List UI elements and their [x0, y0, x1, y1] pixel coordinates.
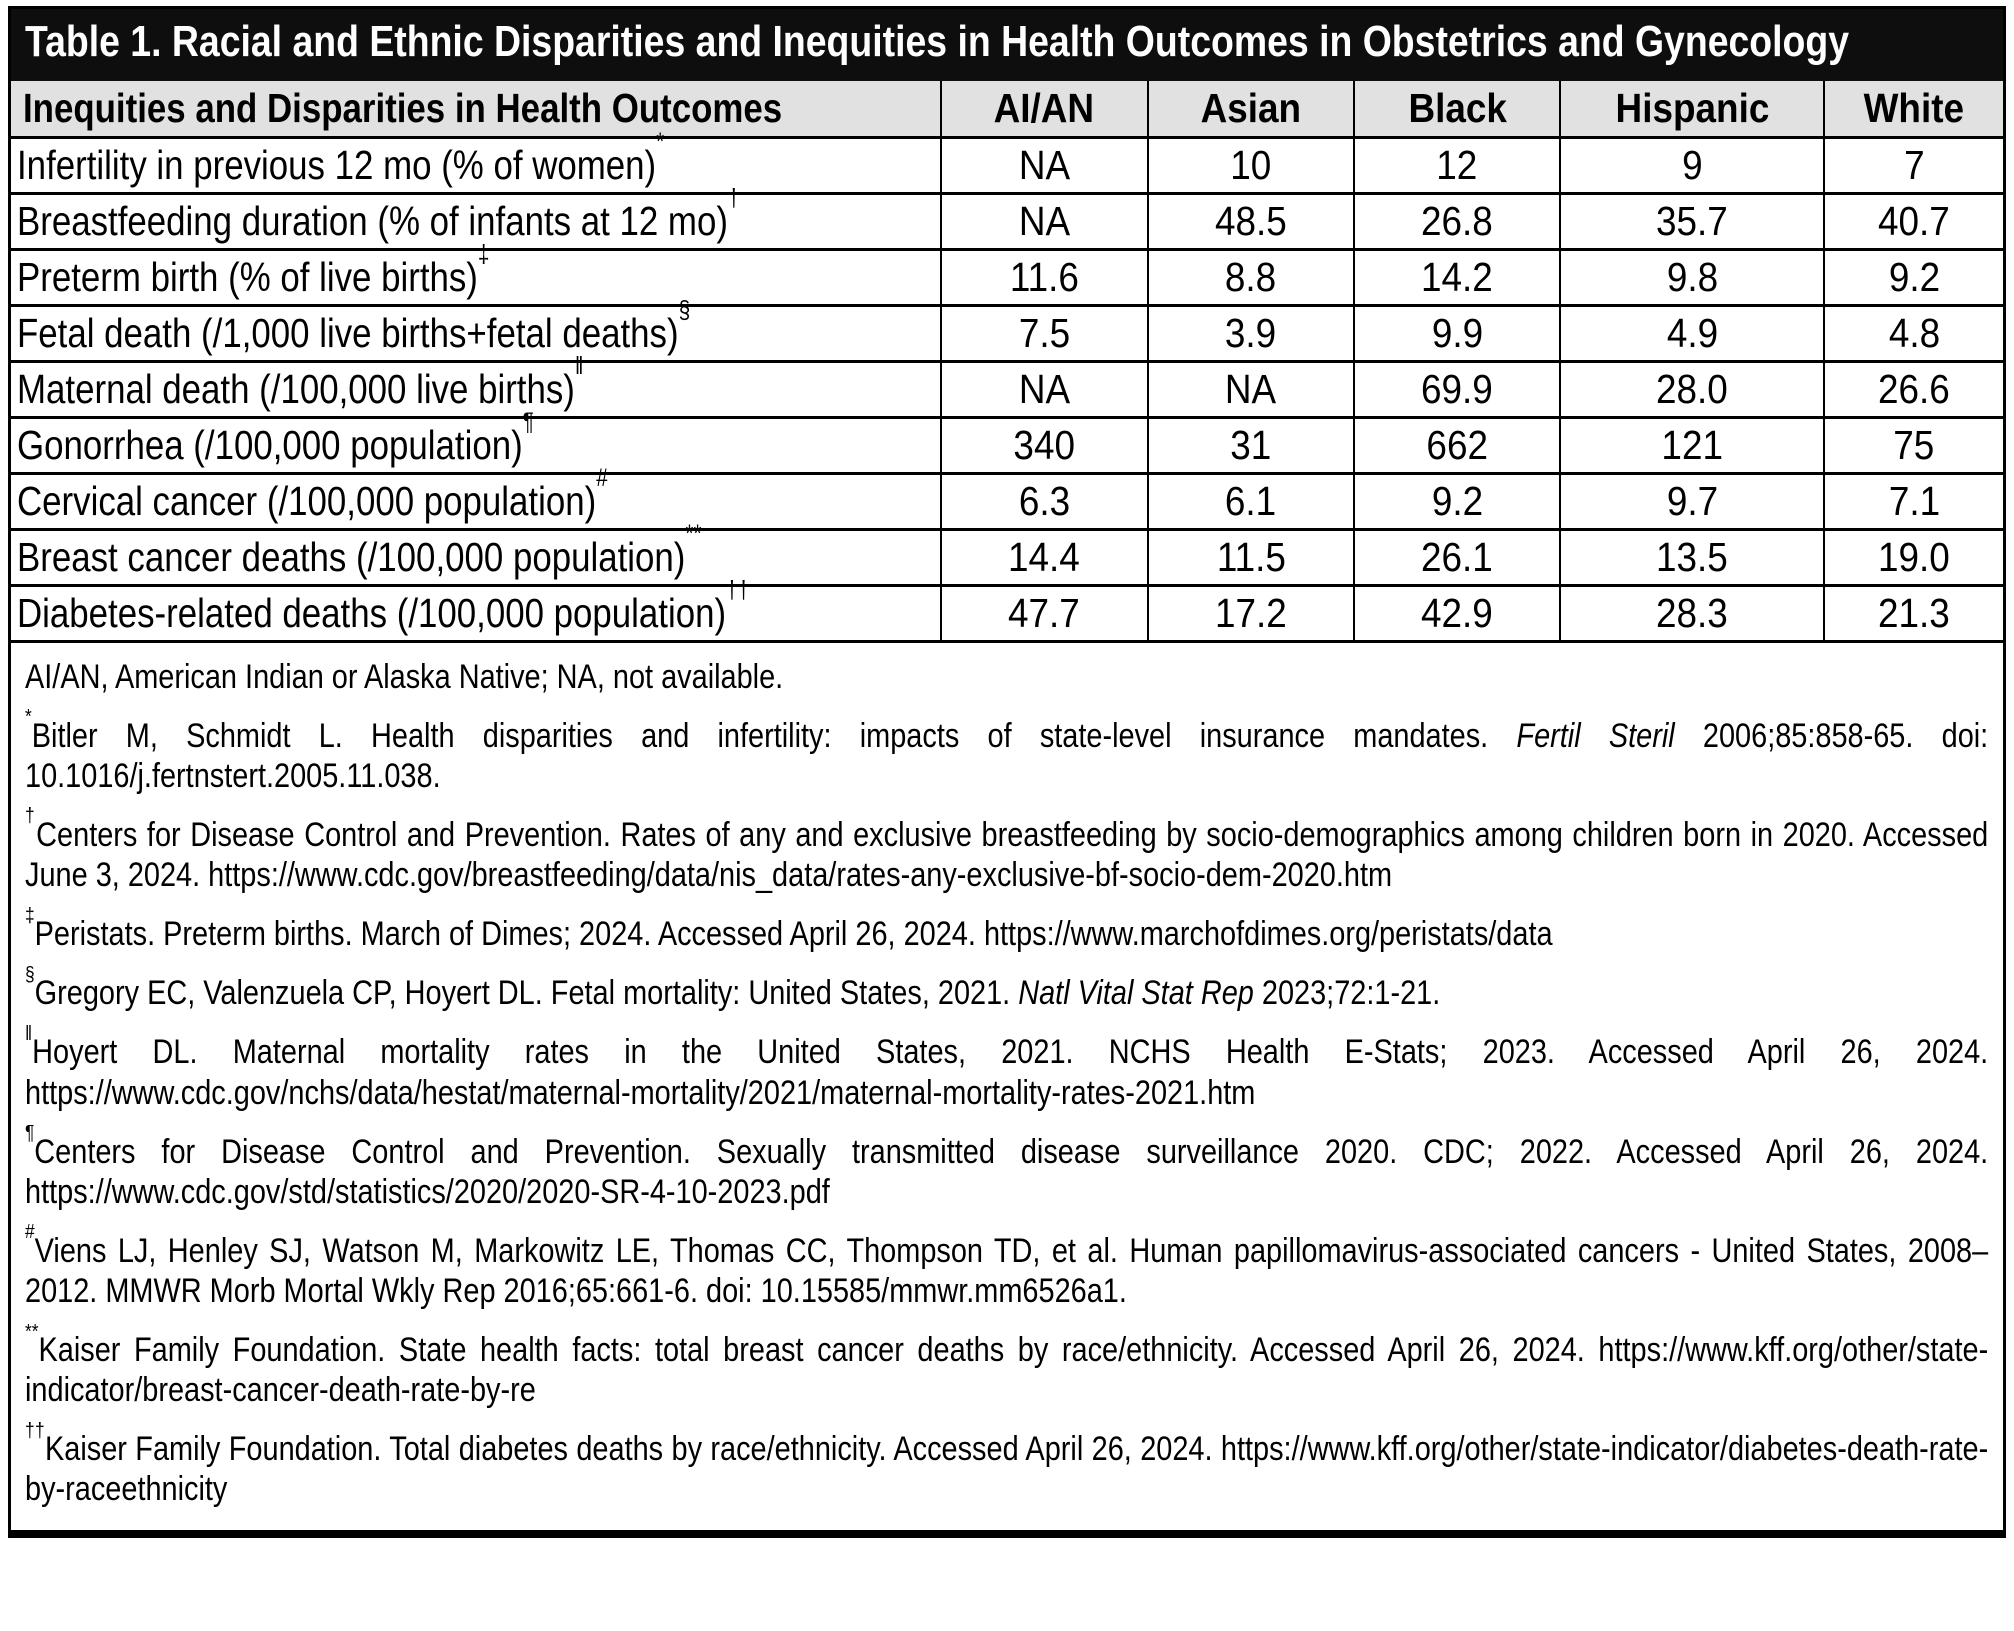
footnote-marker: ** — [25, 1320, 39, 1343]
footnote-marker: # — [25, 1221, 35, 1244]
table-title-bar — [11, 9, 2003, 81]
footnote-text: Centers for Disease Control and Prevention. Sexually transmitted disease surveillance 2020. CDC; 2022. Accessed April 26, 2024. https://www.cdc.gov/std/statistics/2020/2020-SR-4-10-2023.pdf — [25, 1132, 1989, 1211]
footnote-marker: †† — [25, 1419, 45, 1442]
value-cell: 11.5 — [1148, 529, 1355, 585]
column-header-outcomes: Inequities and Disparities in Health Outcomes — [11, 81, 941, 137]
row-label: Fetal death (/1,000 live births+fetal deaths)§ — [11, 305, 941, 361]
footnote-text: Gregory EC, Valenzuela CP, Hoyert DL. Fetal mortality: United States, 2021. — [34, 974, 1019, 1013]
value-cell: 26.1 — [1354, 529, 1560, 585]
table-row — [11, 249, 2003, 305]
value-cell: 9.2 — [1354, 473, 1560, 529]
value-cell: NA — [1148, 361, 1355, 417]
footnote — [25, 1320, 1989, 1410]
footnote — [25, 1122, 1989, 1212]
value-cell: 4.9 — [1560, 305, 1824, 361]
journal-name: Fertil Steril — [1516, 716, 1675, 755]
table-row — [11, 417, 2003, 473]
row-label: Breastfeeding duration (% of infants at 12 mo)† — [11, 193, 941, 249]
value-cell: NA — [941, 137, 1148, 193]
document-table — [8, 6, 2006, 1538]
value-cell: 7.5 — [941, 305, 1148, 361]
table-row — [11, 193, 2003, 249]
value-cell: 7 — [1824, 137, 2003, 193]
footnote-text: Bitler M, Schmidt L. Health disparities and infertility: impacts of state-level insurance mandates. — [31, 716, 1517, 755]
value-cell: 662 — [1354, 417, 1560, 473]
value-cell: 9.8 — [1560, 249, 1824, 305]
row-label: Gonorrhea (/100,000 population)¶ — [11, 417, 941, 473]
row-label: Infertility in previous 12 mo (% of women)* — [11, 137, 941, 193]
footnote-marker: ¶ — [25, 1122, 35, 1145]
abbreviation-note: AI/AN, American Indian or Alaska Native; NA, not available. — [25, 657, 784, 696]
footnote-text: 2006;85:858-65. doi: 10.1016/j.fertnstert.2005.11.038. — [25, 716, 1989, 795]
journal-name: Natl Vital Stat Rep — [1018, 974, 1254, 1013]
table-row — [11, 473, 2003, 529]
value-cell: 35.7 — [1560, 193, 1824, 249]
footnote-marker: # — [596, 465, 608, 493]
footnote-text: 2023;72:1-21. — [1253, 974, 1441, 1013]
value-cell: 14.4 — [941, 529, 1148, 585]
value-cell: 17.2 — [1148, 585, 1355, 641]
table-row — [11, 361, 2003, 417]
footnote — [25, 1022, 1989, 1112]
column-header-asian: Asian — [1148, 81, 1355, 137]
footnote — [25, 706, 1989, 796]
column-header-black: Black — [1354, 81, 1560, 137]
value-cell: 28.3 — [1560, 585, 1824, 641]
value-cell: 21.3 — [1824, 585, 2003, 641]
value-cell: 10 — [1148, 137, 1355, 193]
value-cell: 48.5 — [1148, 193, 1355, 249]
footnote-marker: § — [678, 297, 691, 325]
footnote-marker: ‡ — [25, 904, 35, 927]
footnote-marker: †† — [726, 577, 750, 605]
row-label: Preterm birth (% of live births)‡ — [11, 249, 941, 305]
value-cell: 40.7 — [1824, 193, 2003, 249]
value-cell: 6.1 — [1148, 473, 1355, 529]
footnote — [25, 963, 1989, 1013]
column-header-white: White — [1824, 81, 2003, 137]
footnote — [25, 1419, 1989, 1509]
value-cell: 31 — [1148, 417, 1355, 473]
value-cell: 9.9 — [1354, 305, 1560, 361]
value-cell: 14.2 — [1354, 249, 1560, 305]
value-cell: 6.3 — [941, 473, 1148, 529]
footnote-marker: ‖ — [574, 353, 584, 381]
value-cell: 13.5 — [1560, 529, 1824, 585]
footnote-text: Centers for Disease Control and Prevention. Rates of any and exclusive breastfeeding by socio-demographics among children born in 2020. Accessed June 3, 2024. https://www.cdc.gov/breastfeeding/data/nis_data/rates-any-exclusive-bf-socio-dem-2020.htm — [25, 815, 1989, 895]
value-cell: 9 — [1560, 137, 1824, 193]
value-cell: 340 — [941, 417, 1148, 473]
value-cell: NA — [941, 361, 1148, 417]
value-cell: 121 — [1560, 417, 1824, 473]
value-cell: 19.0 — [1824, 529, 2003, 585]
footnote-marker: ‖ — [25, 1022, 33, 1045]
row-label: Breast cancer deaths (/100,000 population)** — [11, 529, 941, 585]
header-row — [11, 81, 2003, 137]
footnote-marker: * — [656, 129, 665, 157]
footnote-marker: † — [727, 185, 740, 213]
value-cell: 42.9 — [1354, 585, 1560, 641]
footnote-marker: § — [25, 963, 35, 986]
value-cell: 12 — [1354, 137, 1560, 193]
value-cell: 9.2 — [1824, 249, 2003, 305]
column-header-aian: AI/AN — [941, 81, 1148, 137]
footnote-text: Kaiser Family Foundation. Total diabetes deaths by race/ethnicity. Accessed April 26, 2024. https://www.kff.org/other/state-indicator/diabetes-death-rate-by-raceethnicity — [25, 1430, 1989, 1509]
footnote — [25, 805, 1989, 895]
footnotes-section — [11, 643, 2003, 1530]
table-title: Table 1. Racial and Ethnic Disparities and Inequities in Health Outcomes in Obstetrics and Gynecology — [25, 17, 1850, 66]
value-cell: 8.8 — [1148, 249, 1355, 305]
footnote-marker: † — [25, 805, 37, 828]
value-cell: 69.9 — [1354, 361, 1560, 417]
data-table — [11, 81, 2003, 643]
value-cell: 26.8 — [1354, 193, 1560, 249]
value-cell: 4.8 — [1824, 305, 2003, 361]
footnote-marker: ¶ — [522, 409, 534, 437]
footnote-marker: ** — [685, 521, 702, 549]
footnote — [25, 1221, 1989, 1311]
value-cell: 9.7 — [1560, 473, 1824, 529]
footnote-text: Kaiser Family Foundation. State health facts: total breast cancer deaths by race/ethnicity. Accessed April 26, 2024. https://www.kff.org/other/state-indicator/breast-cancer-death-rate-by-re — [25, 1331, 1989, 1410]
row-label: Diabetes-related deaths (/100,000 population)†† — [11, 585, 941, 641]
footnote-marker: * — [25, 706, 32, 729]
value-cell: 28.0 — [1560, 361, 1824, 417]
footnote — [25, 904, 1989, 954]
table-row — [11, 529, 2003, 585]
row-label: Maternal death (/100,000 live births)‖ — [11, 361, 941, 417]
row-label: Cervical cancer (/100,000 population)# — [11, 473, 941, 529]
table-row — [11, 137, 2003, 193]
footnote-text: Peristats. Preterm births. March of Dimes; 2024. Accessed April 26, 2024. https://www.marchofdimes.org/peristats/data — [34, 915, 1553, 954]
footnote-text: Viens LJ, Henley SJ, Watson M, Markowitz LE, Thomas CC, Thompson TD, et al. Human papillomavirus-associated cancers - United States, 2008–2012. MMWR Morb Mortal Wkly Rep 2016;65:661-6. doi: 10.15585/mmwr.mm6526a1. — [25, 1231, 1989, 1310]
value-cell: 47.7 — [941, 585, 1148, 641]
footnote-text: Hoyert DL. Maternal mortality rates in the United States, 2021. NCHS Health E-Stats; 2023. Accessed April 26, 2024. https://www.cdc.gov/nchs/data/hestat/maternal-mortality/2021/maternal-mortality-rates-2021.htm — [25, 1033, 1989, 1112]
value-cell: NA — [941, 193, 1148, 249]
value-cell: 7.1 — [1824, 473, 2003, 529]
value-cell: 26.6 — [1824, 361, 2003, 417]
value-cell: 3.9 — [1148, 305, 1355, 361]
value-cell: 11.6 — [941, 249, 1148, 305]
value-cell: 75 — [1824, 417, 2003, 473]
table-row — [11, 585, 2003, 641]
table-row — [11, 305, 2003, 361]
column-header-hispanic: Hispanic — [1560, 81, 1824, 137]
footnote-marker: ‡ — [477, 241, 490, 269]
